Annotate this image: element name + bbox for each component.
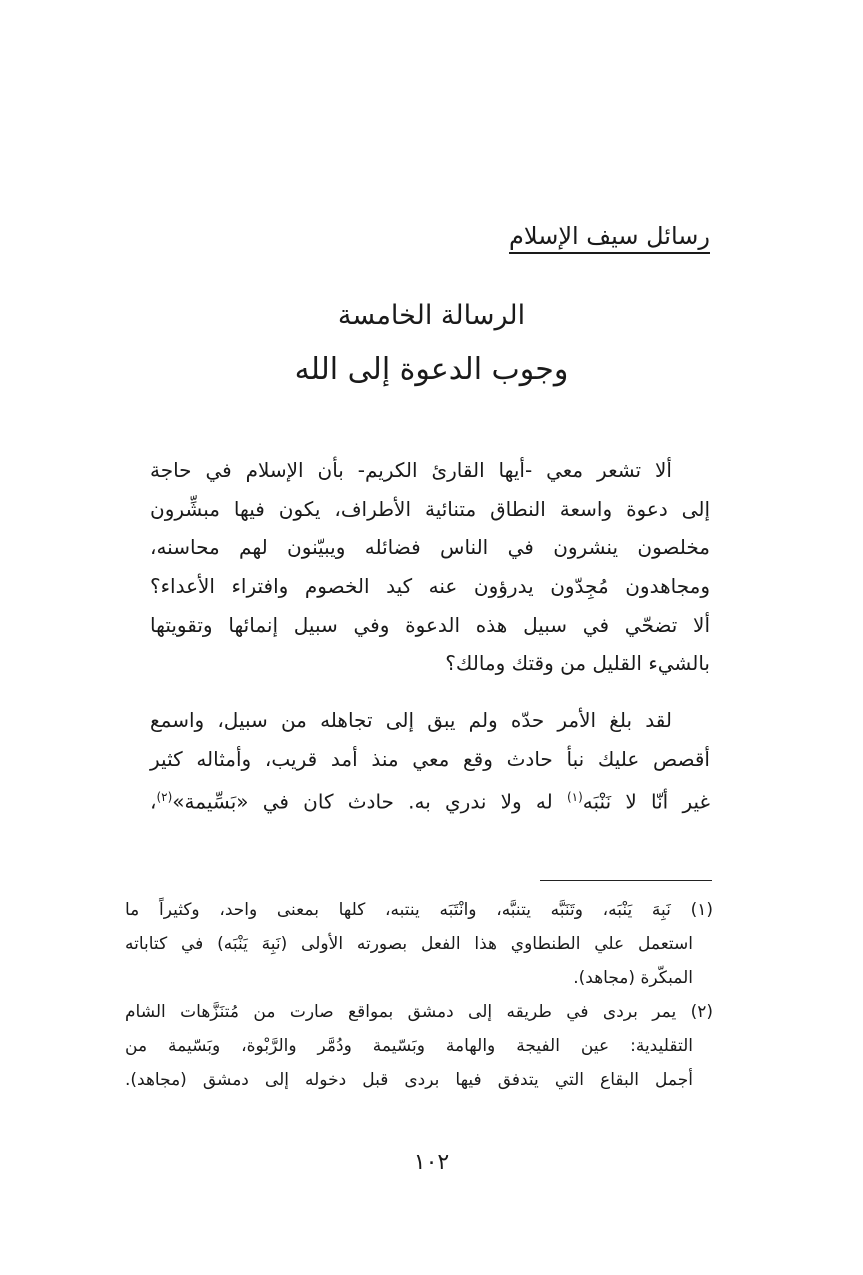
text-line: ألا تضحّي في سبيل هذه الدعوة وفي سبيل إنمائها وتقويتها [150,613,710,637]
text-line: ومجاهدون مُجِدّون يدرؤون عنه كيد الخصوم وافتراء الأعداء؟ [150,574,710,598]
letter-title: الرسالة الخامسة [337,300,526,331]
text-line: لقد بلغ الأمر حدّه ولم يبق إلى تجاهله من سبيل، واسمع [150,708,672,732]
text-line: مخلصون ينشرون في الناس فضائله ويبيّنون لهم محاسنه، [150,535,710,559]
running-header: رسائل سيف الإسلام [509,222,710,250]
footnote-ref-2[interactable]: (٢) [156,790,173,804]
footnote-2-line: التقليدية: عين الفيجة والهامة وبَسّيمة ودُمَّر والرَّبْوة، وبَسّيمة من [125,1036,693,1056]
footnote-2-line: (٢) يمر بردى في طريقه إلى دمشق بمواقع صارت من مُتنَزَّهات الشام [125,1002,713,1022]
footnote-2-line: أجمل البقاع التي يتدفق فيها بردى قبل دخوله إلى دمشق (مجاهد). [125,1070,693,1090]
footnote-divider [540,880,712,881]
letter-subtitle: وجوب الدعوة إلى الله [294,352,569,387]
footnote-ref-1[interactable]: (١) [566,790,583,804]
text-line: ألا تشعر معي -أيها القارئ الكريم- بأن الإسلام في حاجة [150,458,672,482]
footnote-1-line: (١) نَبِهَ يَنْبَه، وتَنَبَّه يتنبَّه، وانْتَبَه ينتبه، كلها بمعنى واحد، وكثيراً ما [125,900,713,920]
text-line: أقصص عليك نبأ حادث وقع معي منذ أمد قريب، وأمثاله كثير [150,747,710,771]
footnote-1-line: استعمل علي الطنطاوي هذا الفعل بصورته الأولى (نَبِهَ يَنْبَه) في كتاباته [125,934,693,954]
footnote-1-line: المبكّرة (مجاهد). [573,968,693,988]
text-segment: له ولا ندري به. حادث كان في «بَسِّيمة» [172,789,567,814]
text-line [150,782,710,817]
text-line: بالشيء القليل من وقتك ومالك؟ [445,651,710,675]
text-line: إلى دعوة واسعة النطاق متنائية الأطراف، يكون فيها مبشِّرون [150,497,710,521]
text-segment: ، [150,789,157,814]
page-number: ١٠٢ [413,1150,450,1175]
text-segment: غير أنّا لا نَنْبَه [582,789,710,814]
